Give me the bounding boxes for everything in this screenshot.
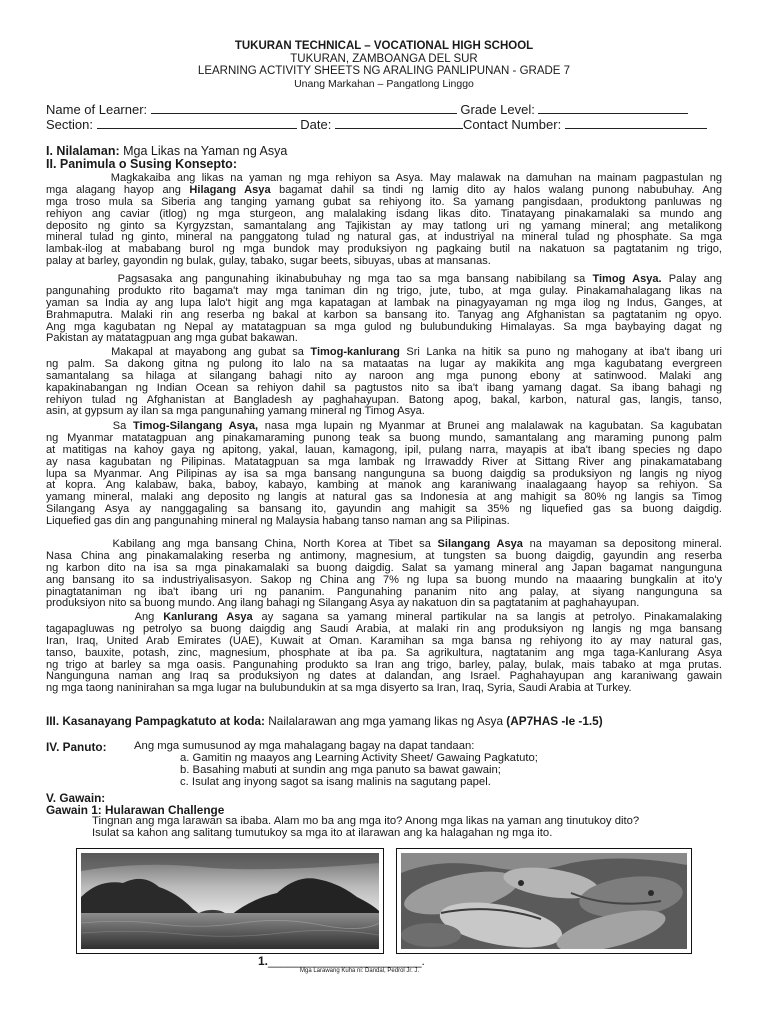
paragraph-silangang-asya <box>46 539 722 610</box>
paragraph-text: Magkakaiba ang likas na yaman ng mga rehiyon sa Asya. May malawak na damuhan na mainam pagpastulan ng <box>46 173 722 184</box>
activity-title: Gawain 1: Hularawan Challenge <box>46 803 225 817</box>
region-name: Silangang Asya <box>437 539 523 550</box>
paragraph-line <box>46 575 722 587</box>
date-field[interactable] <box>335 117 463 129</box>
paragraph-line <box>46 551 722 563</box>
section-1-text: Mga Likas na Yaman ng Asya <box>123 144 288 158</box>
paragraph-text: Sa <box>46 421 133 432</box>
sheet-title: LEARNING ACTIVITY SHEETS NG ARALING PANLIPUNAN - GRADE 7 <box>197 65 571 77</box>
paragraph-line <box>46 244 722 256</box>
paragraph-line <box>46 209 722 221</box>
paragraph-text: palay at barley, gayondin ng bulak, gulay, tabako, sugar beets, sibuyas, ubas at mansanas. <box>46 256 491 268</box>
section-3-label: III. Kasanayang Pampagkatuto at koda: <box>46 714 265 728</box>
paragraph-text: lambak-ilog at mababang burol ng mga bundok may produksiyon ng pagkaing butil na nakatuon sa pagtatanim ng trigo, <box>46 244 722 256</box>
photo-credit-caption: Mga Larawang Kuha ni: Dandal, Pedrol Jr. J. <box>300 968 420 974</box>
paragraph-text: ay sagana sa yamang mineral partikular na sa langis at petrolyo. Pinakamalaking <box>252 612 722 623</box>
name-field[interactable] <box>151 102 457 114</box>
seafood-catch-photo <box>396 848 692 954</box>
island-seascape-photo <box>76 848 384 954</box>
name-label: Name of Learner: <box>46 102 148 117</box>
paragraph-line <box>46 587 722 599</box>
paragraph-text: asin, at gypsum ay ilan sa mga pangunahing yamang mineral ng Timog Asya. <box>46 406 425 418</box>
paragraph-text: Ang mga kagubatan ng Nepal ay matatagpuan sa mga gulod ng bulubunduking Himalayas. Sa mga baybaying dagat ng <box>46 321 722 333</box>
paragraph-line <box>46 256 722 268</box>
paragraph-line <box>46 433 722 445</box>
form-row-1 <box>46 102 688 117</box>
sheet-subtitle: Unang Markahan – Pangatlong Linggo <box>294 78 474 90</box>
section-label: Section: <box>46 117 93 132</box>
paragraph-text: kapakinabangan ng Indian Ocean sa rehiyon dahil sa pagtustos nito sa iba't ibang yamang dagat. Sa ibang bahagi ng <box>46 382 722 394</box>
paragraph-text: Silangang Asya ay nanggagaling sa bansang ito, gayundin ang mahigit sa 35% ng liquefied gas sa buong daigdig. <box>46 504 722 516</box>
paragraph-text: Kabilang ang mga bansang China, North Korea at Tibet sa <box>46 539 438 550</box>
paragraph-text: Liquefied gas din ang pangunahing mineral ng Malaysia habang tanso naman ang sa Pilipinas. <box>46 516 510 528</box>
answer-line-1[interactable] <box>258 954 425 968</box>
paragraph-text: Nangunguna naman ang Iraq sa produksiyon ng dates at dalandan, ang Israel. Paghahayupan ang karaniwang gawain <box>46 671 722 683</box>
paragraph-line <box>46 274 722 286</box>
answer-blank: _______________________ <box>268 954 422 968</box>
paragraph-text: rehiyon tulad ng Afghanistan at Bangladesh ay paghahayupan. Batong apog, bakal, karbon, natural gas, langis, tanso, <box>46 394 722 406</box>
paragraph-line <box>46 636 722 648</box>
paragraph-line <box>46 322 722 334</box>
paragraph-line <box>46 232 722 244</box>
paragraph-line <box>46 624 722 636</box>
paragraph-line <box>46 371 722 383</box>
section-5-label: V. Gawain: <box>46 791 106 805</box>
paragraph-line <box>46 563 722 575</box>
section-3 <box>46 714 603 728</box>
paragraph-text: Nasa China ang pinakamalaking reserba ng antimony, magnesium, at tungsten sa buong daigdig, gayundin ang reserba <box>46 550 722 562</box>
school-name: TUKURAN TECHNICAL – VOCATIONAL HIGH SCHOOL <box>234 40 534 52</box>
paragraph-text: Palay ang <box>661 274 722 285</box>
paragraph-text: Makapal at mayabong ang gubat sa <box>46 347 311 358</box>
paragraph-line <box>46 298 722 310</box>
section-2-label: II. Panimula o Susing Konsepto: <box>46 157 237 171</box>
school-location: TUKURAN, ZAMBOANGA DEL SUR <box>290 53 478 65</box>
paragraph-text: at matitigas na kahoy gaya ng apitong, yakal, lauan, kamagong, ipil, pulang narra, mayapis at iba't ibang species ng dapo <box>46 444 722 456</box>
section-1 <box>46 144 287 158</box>
section-1-label: I. Nilalaman: <box>46 144 120 158</box>
paragraph-line <box>46 660 722 672</box>
paragraph-line <box>46 516 722 528</box>
paragraph-line <box>46 445 722 457</box>
paragraph-text: Ang <box>46 612 164 623</box>
paragraph-text: yaman sa India ay ang lupa lalo't higit ang mga kapatagan at lambak na pinagyayaman ng mga ilog ng Indus, Ganges, at <box>46 297 722 309</box>
seafood-catch-image <box>401 853 687 949</box>
paragraph-line <box>46 406 722 418</box>
section-4-intro: Ang mga sumusunod ay mga mahalagang bagay na dapat tandaan: <box>134 740 475 752</box>
paragraph-text: pangunahing produkto rito bagama't may mga taniman din ng trigo, jute, tubo, at mga gulay. Pinakamahalagang likas na <box>46 285 722 297</box>
paragraph-text: samantalang sa hilaga at silangang bahagi nito ay naroon ang mga punong ebony at satinwood. Malaki ang <box>46 370 722 382</box>
paragraph-line <box>46 197 722 209</box>
region-name: Timog-Silangang Asya, <box>132 421 259 432</box>
paragraph-text: lupa sa Myanmar. Ang Pilipinas ay isa sa mga bansang nangunguna sa buong daigdig sa produksiyon ng langis ng niyog <box>46 468 722 480</box>
paragraph-line <box>46 421 722 433</box>
paragraph-text: na mayaman sa depositong mineral. <box>522 539 722 550</box>
paragraph-kanlurang-asya <box>46 612 722 695</box>
section-3-code: (AP7HAS -Ie -1.5) <box>506 714 603 728</box>
paragraph-text: ang bansang ito sa industriyalisasyon. Sakop ng China ang 7% ng lupa sa buong mundo na maaaring bungkalin at ito'y <box>46 574 722 586</box>
paragraph-line <box>46 333 722 345</box>
form-row-2 <box>46 117 707 132</box>
paragraph-text: Iran, Iraq, United Arab Emirates (UAE), Kuwait at Oman. Karamihan sa mga bansa ng rehiyong ito ay may natural gas, <box>46 635 722 647</box>
island-seascape-image <box>81 853 379 949</box>
paragraph-line <box>46 469 722 481</box>
section-field[interactable] <box>97 117 297 129</box>
paragraph-line <box>46 648 722 660</box>
paragraph-text: ng mga taong naninirahan sa mga lugar na bulubundukin at sa mga disyerto sa Iran, Iraq, Syria, Saudi Arabia at Turkey. <box>46 683 632 695</box>
grade-label: Grade Level: <box>460 102 535 117</box>
paragraph-line <box>46 492 722 504</box>
paragraph-text: deposito ng ginto sa Kyrgyzstan, samantalang ang Tajikistan ay may tatlong uri ng yamang mineral; ang metalikong <box>46 220 722 232</box>
paragraph-text: tagapagluwas ng petrolyo sa buong daigdig ang Saudi Arabia, at malaki rin ang produksiyon ng langis ng mga bansang <box>46 623 722 635</box>
section-4-label: IV. Panuto: <box>46 740 107 754</box>
paragraph-timog-asya <box>46 274 722 345</box>
paragraph-line <box>46 173 722 185</box>
paragraph-line <box>46 286 722 298</box>
paragraph-text: mga troso mula sa Siberia ang tanging yamang gubat sa rehiyong ito. Sa yamang pangisdaan, produktong panluwas ng <box>46 196 722 208</box>
activity-instruction: Tingnan ang mga larawan sa ibaba. Alam mo ba ang mga ito? Anong mga likas na yaman ang tinutukoy dito? <box>92 815 640 827</box>
paragraph-text: tanso, bauxite, potash, zinc, magnesium, phosphate at iba pa. Sa agrikultura, nagtatanim ang mga taga-Kanlurang Asya <box>46 647 722 659</box>
paragraph-line <box>46 671 722 683</box>
paragraph-text: mineral tulad ng ginto, mineral na panggatong tulad ng natural gas, at industriyal na mineral tulad ng phosphate. Sa mga <box>46 232 722 244</box>
paragraph-line <box>46 504 722 516</box>
paragraph-text: Sri Lanka na hitik sa puno ng mahogany at iba't ibang uri <box>399 347 722 358</box>
paragraph-text: bagamat dahil sa tindi ng lamig dito ay halos walang punong nabubuhay. Ang <box>270 184 722 196</box>
paragraph-text: nasa mga lupain ng Myanmar at Brunei ang malalawak na kagubatan. Sa kagubatan <box>258 421 722 432</box>
paragraph-text: rehiyon ang caviar (itlog) ng mga sturgeon, ang malalaking isdang likas dito. Tinatayang pinakamalaki sa mundo ang <box>46 208 722 220</box>
paragraph-line <box>46 683 722 695</box>
instruction-item: c. Isulat ang inyong sagot sa isang malinis na sagutang papel. <box>180 776 491 788</box>
paragraph-line <box>46 457 722 469</box>
region-name: Hilagang Asya <box>189 184 271 196</box>
paragraph-line <box>46 598 722 610</box>
paragraph-line <box>46 185 722 197</box>
paragraph-text: Brahmaputra. Malaki rin ang reserba ng bakal at karbon sa bansang ito. Tanyag ang Afghanistan sa pagtatanim ng opyo. <box>46 309 722 321</box>
paragraph-line <box>46 310 722 322</box>
paragraph-text: ng karbon dito na isa sa mga pinakamalaki sa buong daigdig. Salat sa yamang mineral ang Japan bagamat nangunguna <box>46 562 722 574</box>
paragraph-line <box>46 612 722 624</box>
paragraph-text: ay nasa kagubatan ng Pilipinas. Matatagpuan sa mga lambak ng Irrawaddy River at Sittang River ang pinakamatabang <box>46 456 722 468</box>
paragraph-line <box>46 395 722 407</box>
paragraph-text: Pakistan ay matatagpuan ang mga gubat bakawan. <box>46 333 298 345</box>
instruction-item: a. Gamitin ng maayos ang Learning Activity Sheet/ Gawaing Pagkatuto; <box>180 752 538 764</box>
paragraph-text: at kopra. Ang kalabaw, baka, baboy, kabayo, kambing at manok ang karaniwang inaalagaang hayop sa rehiyon. Sa <box>46 480 722 492</box>
paragraph-timog-silangang-asya <box>46 421 722 528</box>
paragraph-text: ng palm. Sa dakong gitna ng pulong ito lalo na sa mataatas na lugar ay makikita ang mga kagubatang evergreen <box>46 358 722 370</box>
paragraph-text: Pagsasaka ang pangunahing ikinabubuhay ng mga tao sa mga bansang nabibilang sa <box>46 274 593 285</box>
paragraph-text: produksiyon nito sa buong mundo. Ang ilang bahagi ng Silangang Asya ay nakatuon din sa pagtatanim at paghahayupan. <box>46 598 640 610</box>
paragraph-text: mga alagang hayop ang <box>46 184 190 196</box>
activity-instruction: Isulat sa kahon ang salitang tumutukoy sa mga ito at ilarawan ang ka halagahan ng mga ito. <box>92 827 553 839</box>
paragraph-text: ng Myanmar matatagpuan ang pinakamaraming punong teak sa buong mundo, samantalang ang maraming punong palm <box>46 432 722 444</box>
grade-field[interactable] <box>538 102 688 114</box>
answer-number: 1. <box>258 954 269 968</box>
region-name: Kanlurang Asya <box>163 612 253 623</box>
paragraph-text: pinagtataniman ng iba't ibang uri ng pananim. Pangunahing pananim nito ang palay, at siyang nangunguna sa <box>46 586 722 598</box>
date-label: Date: <box>300 117 332 132</box>
contact-label: Contact Number: <box>462 117 562 132</box>
paragraph-line <box>46 383 722 395</box>
paragraph-text: yamang mineral, malaki ang deposito ng langis at natural gas sa Indonesia at ang mahigit sa 80% ng langis sa Timog <box>46 492 722 504</box>
paragraph-text: ng trigo at barley sa mga oasis. Pangunahing produkto sa Iran ang trigo, barley, palay, bulak, mais tabako at mga prutas. <box>46 659 722 671</box>
contact-field[interactable] <box>565 117 707 129</box>
paragraph-hilagang-asya <box>46 173 722 268</box>
section-3-text: Nailalarawan ang mga yamang likas ng Asya <box>268 714 504 728</box>
paragraph-line <box>46 221 722 233</box>
paragraph-line <box>46 359 722 371</box>
answer-end: . <box>421 954 425 968</box>
paragraph-line <box>46 347 722 359</box>
region-name: Timog-kanlurang <box>310 347 400 358</box>
region-name: Timog Asya. <box>592 274 662 285</box>
instruction-item: b. Basahing mabuti at sundin ang mga panuto sa bawat gawain; <box>180 764 501 776</box>
paragraph-timog-kanlurang <box>46 347 722 418</box>
paragraph-line <box>46 539 722 551</box>
paragraph-line <box>46 480 722 492</box>
